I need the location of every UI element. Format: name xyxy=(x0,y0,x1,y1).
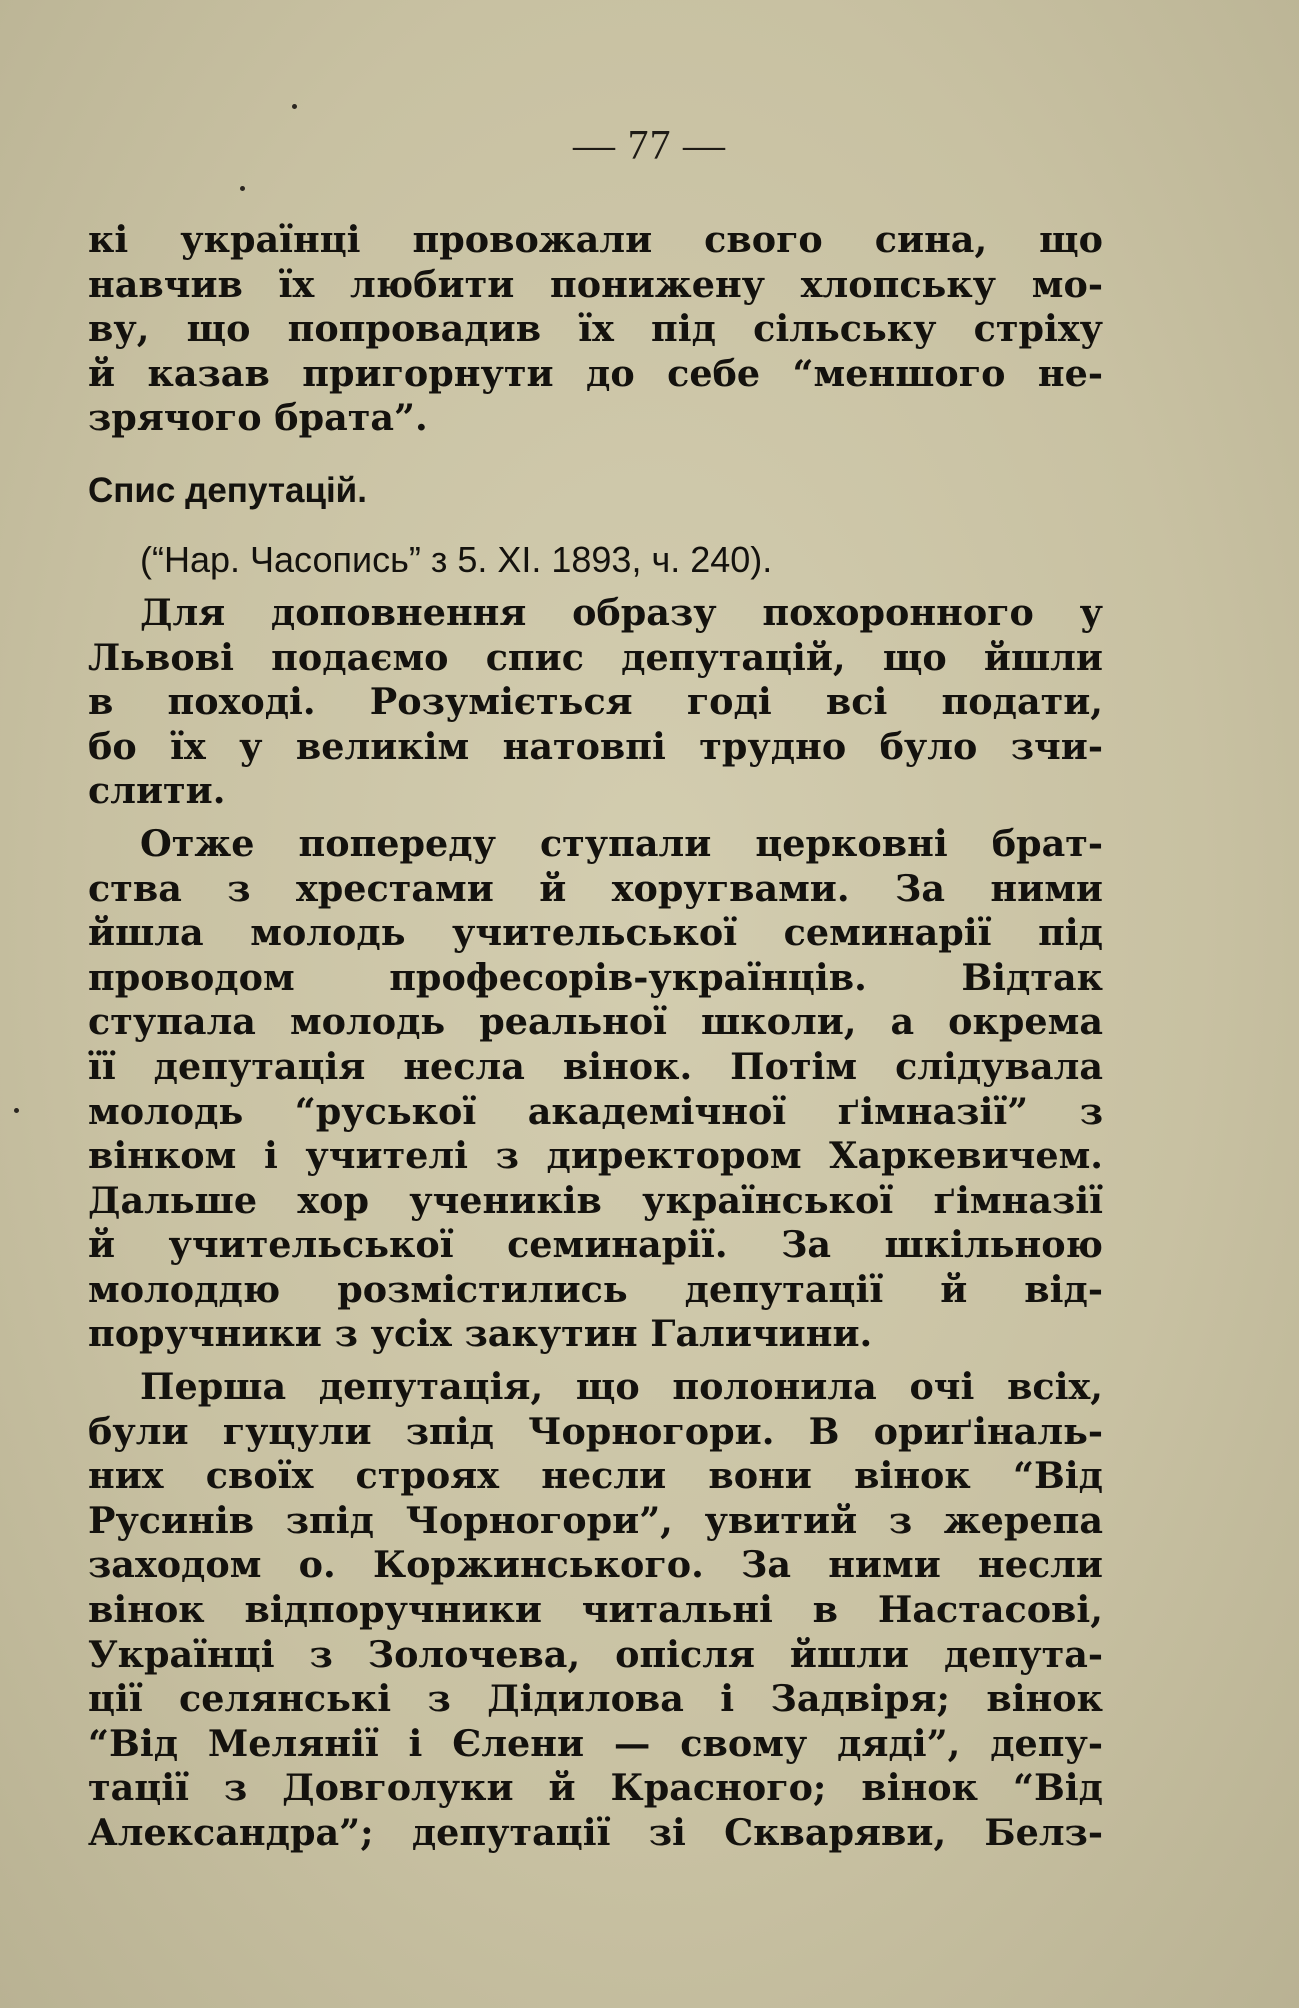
print-speck xyxy=(292,104,297,109)
source-citation: (“Нар. Часопись” з 5. ХІ. 1893, ч. 240). xyxy=(140,538,773,580)
text-line: Для доповнення образу похоронного у xyxy=(140,590,1103,634)
text-line: були гуцули зпід Чорногори. В ориґіналь- xyxy=(88,1409,1103,1453)
text-line: них своїх строях несли вони вінок “Від xyxy=(88,1454,1103,1498)
text-line: ступала молодь реальної школи, а окрема xyxy=(88,1000,1103,1044)
text-line: бо їх у великім натовпі трудно було зчи- xyxy=(88,724,1103,768)
text-line: вінок відпоручники читальні в Настасові, xyxy=(88,1588,1103,1632)
paragraph-2 xyxy=(88,822,1103,1357)
text-line: й учительської семинарії. За шкільною xyxy=(88,1223,1103,1267)
print-speck xyxy=(240,186,245,191)
text-line: зрячого брата”. xyxy=(88,396,428,440)
page-number: — 77 — xyxy=(573,123,726,169)
section-heading: Спис депутацій. xyxy=(88,470,367,510)
text-line: “Від Мелянії і Єлени — свому дяді”, депу- xyxy=(88,1721,1103,1765)
text-line: Дальше хор учеників української ґімназії xyxy=(88,1178,1103,1222)
text-line: ства з хрестами й хоругвами. За ними xyxy=(88,866,1103,910)
text-line: її депутація несла вінок. Потім слідувала xyxy=(88,1044,1103,1088)
text-line: тації з Довголуки й Красного; вінок “Від xyxy=(88,1766,1103,1810)
text-line: поручники з усіх закутин Галичини. xyxy=(88,1312,873,1356)
text-line: вінком і учителі з директором Харкевичем. xyxy=(88,1134,1103,1178)
text-line: проводом професорів-українців. Відтак xyxy=(88,955,1103,999)
text-line: молоддю розмістились депутації й від- xyxy=(88,1267,1103,1311)
text-line: Львові подаємо спис депутацій, що йшли xyxy=(88,635,1103,679)
paragraph-3 xyxy=(88,1365,1103,1856)
paragraph-intro xyxy=(88,218,1103,441)
text-line: ву, що попровадив їх під сільську стріху xyxy=(88,307,1103,351)
text-line: кі українці провожали свого сина, що xyxy=(88,218,1103,261)
text-line: й казав пригорнути до себе “меншого не- xyxy=(88,351,1103,395)
text-line: Русинів зпід Чорногори”, увитий з жерепа xyxy=(88,1498,1103,1542)
text-line: навчив їх любити понижену хлопську мо- xyxy=(88,262,1103,306)
text-line: заходом о. Коржинського. За ними несли xyxy=(88,1543,1103,1587)
text-line: ції селянські з Дідилова і Задвіря; вінок xyxy=(88,1677,1103,1721)
text-line: Перша депутація, що полонила очі всіх, xyxy=(140,1365,1103,1409)
text-line: в поході. Розуміється годі всі подати, xyxy=(88,680,1103,724)
paragraph-1 xyxy=(88,591,1103,814)
text-line: молодь “руської академічної ґімназії” з xyxy=(88,1089,1103,1133)
text-line: Отже попереду ступали церковні брат- xyxy=(140,821,1103,865)
text-line: слити. xyxy=(88,769,226,813)
text-line: Українці з Золочева, опісля йшли депута- xyxy=(88,1632,1103,1676)
text-line: йшла молодь учительської семинарії під xyxy=(88,911,1103,955)
print-speck xyxy=(14,1108,19,1113)
text-line: Александра”; депутації зі Скваряви, Белз- xyxy=(88,1811,1103,1854)
page-body xyxy=(88,218,1103,1856)
